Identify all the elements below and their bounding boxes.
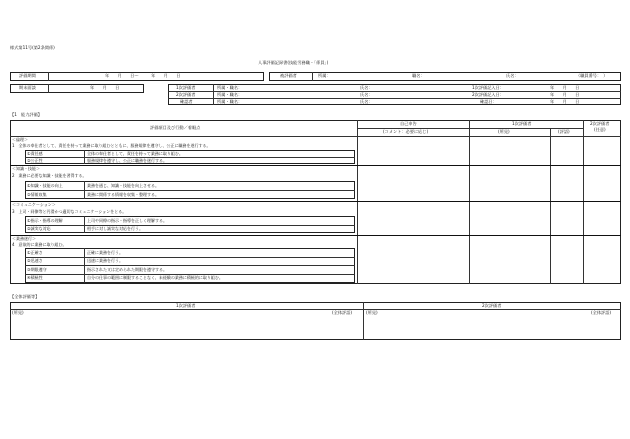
group-1-sub-2-desc: 服務規律を遵守し、公正に職務を遂行する。 bbox=[87, 157, 167, 163]
group-2-sub-1-label: ①知識・技能の向上 bbox=[27, 182, 63, 188]
group-4-sub-3-desc: 指示された又は定められた期限を遵守する。 bbox=[87, 266, 167, 272]
group-4-main: 4 意欲的に業務に取り組む。 bbox=[12, 241, 67, 247]
col-self-sub: (コメント：必要に応じ) bbox=[383, 128, 429, 134]
col-items-header: 評価項目及び行動／着眼点 bbox=[150, 125, 201, 130]
interview-label: 期末面談 bbox=[19, 85, 36, 90]
col-self-header: 自己申告 bbox=[400, 120, 417, 126]
group-2-sub-1-desc: 業務を通じ、知識・技能を向上させる。 bbox=[87, 182, 159, 188]
overall-first-rating[interactable]: (全体評語) bbox=[332, 310, 353, 315]
group-4-sub-4-desc: 自分の仕事の範囲に制限することなく、未経験の業務に積極的に取り組む。 bbox=[87, 275, 223, 280]
evaluator-1-dept[interactable]: 所属・職名： bbox=[217, 84, 243, 90]
group-2-main: 2 業務に必要な知識・技能を習得する。 bbox=[12, 173, 87, 178]
group-1-category: ＜倫理＞ bbox=[12, 136, 28, 142]
group-1-main: 1 全体の奉仕者として、責任を持って業務に取り組むとともに、服務規律を遵守し、公正に職務を遂行する。 bbox=[12, 143, 211, 148]
overall-second-header: 2次評価者 bbox=[482, 302, 502, 308]
overall-first-header: 1次評価者 bbox=[176, 302, 196, 308]
section-ability-title: 【1 能力評価】 bbox=[10, 112, 42, 117]
col-second-header: 2次評価者 bbox=[590, 120, 610, 126]
overall-table bbox=[10, 302, 621, 340]
evaluator-2-date-label: 2次評価記入日： bbox=[472, 91, 504, 97]
group-4-category: ＜業務遂行＞ bbox=[12, 235, 36, 241]
group-4-sub-2-label: ②迅速さ bbox=[27, 258, 43, 263]
group-4-sub-1-desc: 正確に業務を行う。 bbox=[87, 249, 123, 255]
group-1-sub-1-desc: 全体の奉仕者として、責任を持って業務に取り組む。 bbox=[87, 150, 183, 156]
group-4-sub-4-label: ④積極性 bbox=[27, 275, 43, 280]
col-first-rating: (評語) bbox=[558, 128, 570, 134]
group-4-sub-2-desc: 迅速に業務を行う。 bbox=[87, 258, 123, 263]
evaluator-3-name[interactable]: 氏名： bbox=[360, 98, 373, 104]
evaluator-1-name[interactable]: 氏名： bbox=[360, 84, 373, 90]
evaluatee-dept[interactable]: 所属： bbox=[318, 73, 331, 78]
group-1-sub-2-label: ②公正性 bbox=[27, 157, 43, 163]
evaluator-1-role: 1次評価者 bbox=[176, 84, 196, 90]
group-4-sub-3-label: ③期限遵守 bbox=[27, 266, 47, 272]
group-4-sub-1-label: ①正確さ bbox=[27, 249, 43, 255]
col-second-sub: (任意) bbox=[594, 126, 606, 132]
group-3-sub-1-label: ①指示・指導の理解 bbox=[27, 217, 63, 223]
evaluatee-grade[interactable]: （職員番号： ） bbox=[576, 73, 608, 78]
evaluator-1-date-label: 1次評価記入日： bbox=[472, 84, 504, 90]
group-2-sub-2-desc: 業務に関係する情報を収集・整理する。 bbox=[87, 191, 159, 197]
evaluator-2-name[interactable]: 氏名： bbox=[360, 91, 373, 97]
evaluator-3-dept[interactable]: 所属・職名： bbox=[217, 98, 243, 104]
group-3-sub-1-desc: 上司や同僚の指示・指導を正しく理解する。 bbox=[87, 217, 167, 223]
overall-second-opinion[interactable]: (所見) bbox=[366, 310, 378, 315]
group-3-sub-2-desc: 相手に対し誠実な対応を行う。 bbox=[87, 225, 143, 231]
evaluator-3-role: 確認者 bbox=[180, 98, 193, 104]
group-3-sub-2-label: ②誠実な対応 bbox=[27, 225, 51, 231]
evaluator-2-dept[interactable]: 所属・職名： bbox=[217, 91, 243, 97]
overall-second-rating[interactable]: (全体評語) bbox=[591, 310, 612, 315]
evaluatee-name[interactable]: 氏名： bbox=[506, 73, 519, 78]
evaluator-3-date-label: 確認日： bbox=[480, 98, 497, 104]
interview-date[interactable]: 年 月 日 bbox=[90, 85, 120, 90]
overall-first-opinion[interactable]: (所見) bbox=[12, 310, 24, 315]
group-2-sub-2-label: ②情報収集 bbox=[27, 191, 47, 197]
group-2-category: ＜知識・技能＞ bbox=[12, 166, 40, 171]
evaluator-2-date[interactable]: 年 月 日 bbox=[550, 91, 580, 97]
document-title: 人事評価記録書(技能労務職・「係員」) bbox=[258, 60, 329, 65]
form-number: 様式第11号(第2条関係) bbox=[10, 45, 55, 50]
group-3-main: 3 上司・同僚等と円滑かつ適切なコミュニケーションをとる。 bbox=[12, 208, 127, 214]
evaluatee-label: 被評価者 bbox=[280, 73, 297, 78]
period-value[interactable]: 年 月 日〜 年 月 日 bbox=[105, 73, 181, 78]
col-first-opinion: (所見) bbox=[498, 128, 510, 134]
col-first-header: 1次評価者 bbox=[512, 120, 532, 126]
group-3-category: ＜コミュニケーション＞ bbox=[12, 201, 56, 207]
evaluator-2-role: 2次評価者 bbox=[176, 91, 196, 97]
evaluator-3-date[interactable]: 年 月 日 bbox=[550, 98, 580, 104]
evaluatee-title[interactable]: 職名： bbox=[412, 73, 425, 78]
evaluator-1-date[interactable]: 年 月 日 bbox=[550, 84, 580, 90]
period-label: 評価期間 bbox=[19, 73, 36, 78]
group-1-sub-1-label: ①責任感 bbox=[27, 150, 43, 156]
section-overall-title: 【全体評価等】 bbox=[10, 294, 40, 299]
